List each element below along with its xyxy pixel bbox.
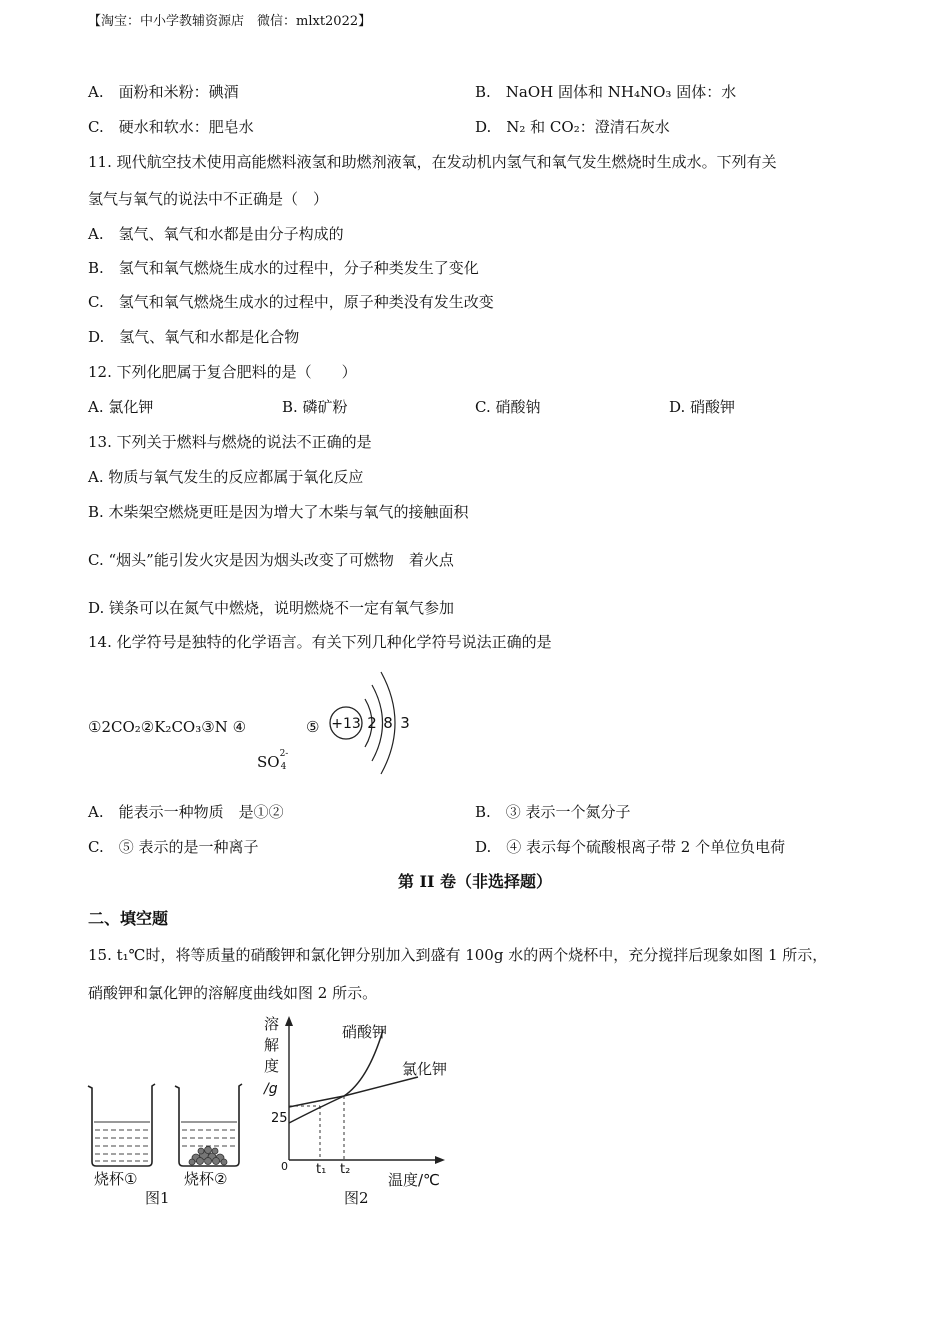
nucleus-charge: +13 <box>331 716 361 732</box>
shell-1-electrons: 2 <box>367 714 377 732</box>
ylabel-char-1: 溶 <box>264 1015 280 1033</box>
figure2-caption: 图2 <box>344 1189 369 1207</box>
q11-option-d: D. 氢气、氧气和水都是化合物 <box>88 328 300 346</box>
q10-option-a: A. 面粉和米粉：碘酒 <box>88 83 239 101</box>
q13-option-c: C. “烟头”能引发火灾是因为烟头改变了可燃物 着火点 <box>88 551 454 569</box>
curve-potassium-chloride <box>289 1077 418 1107</box>
section-heading-fill-in: 二、填空题 <box>88 909 169 928</box>
xtick-t2: t₂ <box>340 1162 351 1177</box>
sulfate-base: SO <box>257 753 280 771</box>
q14-item5-label: ⑤ <box>306 718 320 736</box>
q12-stem: 12. 下列化肥属于复合肥料的是（ ） <box>88 363 357 381</box>
q13-option-d: D. 镁条可以在氮气中燃烧，说明燃烧不一定有氧气参加 <box>88 599 455 617</box>
q11-option-a: A. 氢气、氧气和水都是由分子构成的 <box>88 225 344 243</box>
q14-option-c: C. ⑤ 表示的是一种离子 <box>88 838 259 856</box>
ylabel-unit: /g <box>264 1081 278 1097</box>
q14-option-a: A. 能表示一种物质 是①② <box>88 803 284 821</box>
q10-option-c: C. 硬水和软水：肥皂水 <box>88 118 254 136</box>
xlabel: 温度/℃ <box>388 1171 440 1189</box>
page-header: 【淘宝：中小学教辅资源店 微信：mlxt2022】 <box>88 14 372 29</box>
q13-stem: 13. 下列关于燃料与燃烧的说法不正确的是 <box>88 433 372 451</box>
q13-option-a: A. 物质与氧气发生的反应都属于氧化反应 <box>88 468 364 486</box>
part2-title: 第 II 卷（非选择题） <box>397 872 553 891</box>
q14-option-b: B. ③ 表示一个氮分子 <box>475 803 631 821</box>
q12-option-b: B. 磷矿粉 <box>282 398 348 416</box>
q12-option-c: C. 硝酸钠 <box>475 398 541 416</box>
xtick-t1: t₁ <box>316 1162 327 1177</box>
q12-option-a: A. 氯化钾 <box>88 398 154 416</box>
beaker2-label: 烧杯② <box>184 1170 228 1188</box>
ytick-25: 25 <box>271 1111 288 1126</box>
q14-stem: 14. 化学符号是独特的化学语言。有关下列几种化学符号说法正确的是 <box>88 633 552 651</box>
q15-stem-line1: 15. t₁℃时，将等质量的硝酸钾和氯化钾分别加入到盛有 100g 水的两个烧杯中，充分搅拌后现象如图 1 所示， <box>88 946 828 964</box>
q10-option-b: B. NaOH 固体和 NH₄NO₃ 固体：水 <box>475 83 737 101</box>
undissolved-solid <box>189 1147 227 1166</box>
beaker-2 <box>175 1084 242 1166</box>
y-axis-arrow <box>285 1016 293 1026</box>
sulfate-charge: 2- <box>279 749 289 759</box>
q11-option-c: C. 氢气和氧气燃烧生成水的过程中，原子种类没有发生改变 <box>88 293 494 311</box>
q12-option-d: D. 硝酸钾 <box>669 398 736 416</box>
aluminum-ion-structure-diagram <box>325 666 415 778</box>
figure1-caption: 图1 <box>145 1189 170 1207</box>
figure2-solubility-chart <box>258 1010 458 1192</box>
ylabel-char-2: 解 <box>264 1036 280 1054</box>
q11-stem-line1: 11. 现代航空技术使用高能燃料液氢和助燃剂液氧，在发动机内氢气和氧气发生燃烧时生成水。下列有关 <box>88 153 777 171</box>
beaker-1 <box>88 1084 155 1166</box>
q11-stem-line2: 氢气与氧气的说法中不正确是（ ） <box>88 190 329 208</box>
origin-label: 0 <box>281 1160 288 1173</box>
shell-2-electrons: 8 <box>383 714 393 732</box>
curve-label-potassium-nitrate: 硝酸钾 <box>342 1023 388 1041</box>
ylabel-char-3: 度 <box>264 1057 280 1075</box>
shell-3-electrons: 3 <box>400 714 410 732</box>
figure1-beakers <box>84 1080 249 1205</box>
q10-option-d: D. N₂ 和 CO₂：澄清石灰水 <box>475 118 670 136</box>
x-axis-arrow <box>435 1156 445 1164</box>
q14-symbols: ①2CO₂②K₂CO₃③N ④ <box>88 718 247 736</box>
curve-label-potassium-chloride: 氯化钾 <box>402 1060 448 1078</box>
beaker1-label: 烧杯① <box>94 1170 138 1188</box>
q13-option-b: B. 木柴架空燃烧更旺是因为增大了木柴与氧气的接触面积 <box>88 503 469 521</box>
q14-option-d: D. ④ 表示每个硫酸根离子带 2 个单位负电荷 <box>475 838 786 856</box>
q11-option-b: B. 氢气和氧气燃烧生成水的过程中，分子种类发生了变化 <box>88 259 479 277</box>
sulfate-subscript: 4 <box>280 762 287 772</box>
curve-potassium-nitrate <box>289 1030 383 1123</box>
sulfate-ion-symbol <box>257 749 290 772</box>
q15-stem-line2: 硝酸钾和氯化钾的溶解度曲线如图 2 所示。 <box>88 984 378 1002</box>
